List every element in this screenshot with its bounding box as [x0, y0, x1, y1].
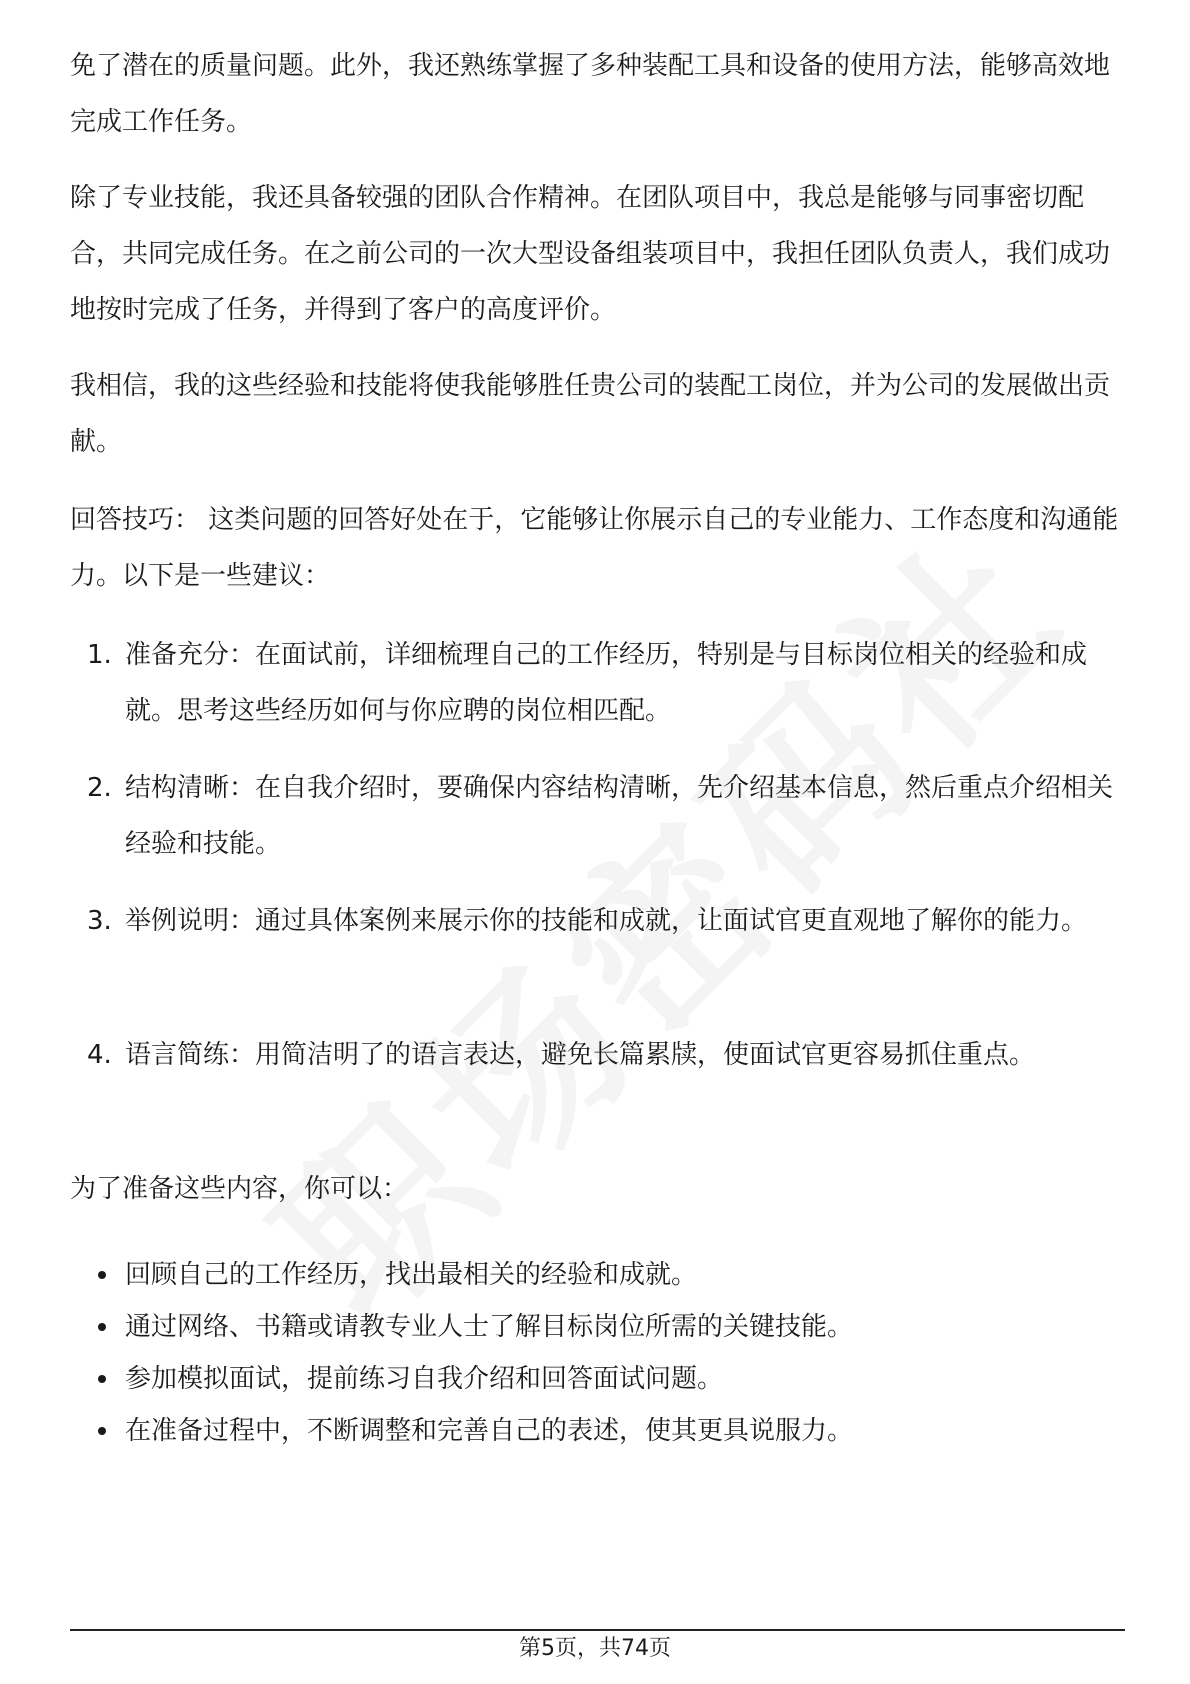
tip-number: 4. [87, 1040, 112, 1070]
bullet-icon [98, 1323, 106, 1331]
prep-item-text: 参加模拟面试，提前练习自我介绍和回答面试问题。 [125, 1364, 724, 1394]
bullet-icon [98, 1271, 106, 1279]
paragraph-prep-intro: 为了准备这些内容，你可以： [70, 1174, 409, 1204]
footer-divider [70, 1629, 1125, 1631]
tip-text: 举例说明：通过具体案例来展示你的技能和成就，让面试官更直观地了解你的能力。 [125, 906, 1088, 936]
paragraph-teamwork: 除了专业技能，我还具备较强的团队合作精神。在团队项目中，我总是能够与同事密切配合，共同完成任务。在之前公司的一次大型设备组装项目中，我担任团队负责人，我们成功地按时完成了任务，并得到了客户的高度评价。 [70, 183, 1111, 325]
paragraph-quality-tools: 免了潜在的质量问题。此外，我还熟练掌握了多种装配工具和设备的使用方法，能够高效地完成工作任务。 [70, 51, 1111, 137]
prep-item-text: 回顾自己的工作经历，找出最相关的经验和成就。 [125, 1260, 698, 1290]
tip-number: 2. [87, 773, 112, 803]
tip-text: 准备充分：在面试前，详细梳理自己的工作经历，特别是与目标岗位相关的经验和成就。思考这些经历如何与你应聘的岗位相匹配。 [125, 640, 1088, 726]
page-number: 第5页，共74页 [519, 1636, 671, 1661]
paragraph-answer-tips: 回答技巧： 这类问题的回答好处在于，它能够让你展示自己的专业能力、工作态度和沟通能力。以下是一些建议： [70, 505, 1119, 591]
bullet-icon [98, 1427, 106, 1435]
bullet-icon [98, 1375, 106, 1383]
prep-item-text: 通过网络、书籍或请教专业人士了解目标岗位所需的关键技能。 [125, 1312, 854, 1342]
tip-text: 结构清晰：在自我介绍时，要确保内容结构清晰，先介绍基本信息，然后重点介绍相关经验和技能。 [125, 773, 1114, 859]
tip-number: 1. [87, 640, 112, 670]
tip-number: 3. [87, 906, 112, 936]
paragraph-conclusion: 我相信，我的这些经验和技能将使我能够胜任贵公司的装配工岗位，并为公司的发展做出贡献。 [70, 371, 1111, 457]
prep-item-text: 在准备过程中，不断调整和完善自己的表述，使其更具说服力。 [125, 1416, 854, 1446]
tip-text: 语言简练：用简洁明了的语言表达，避免长篇累牍，使面试官更容易抓住重点。 [125, 1040, 1036, 1070]
